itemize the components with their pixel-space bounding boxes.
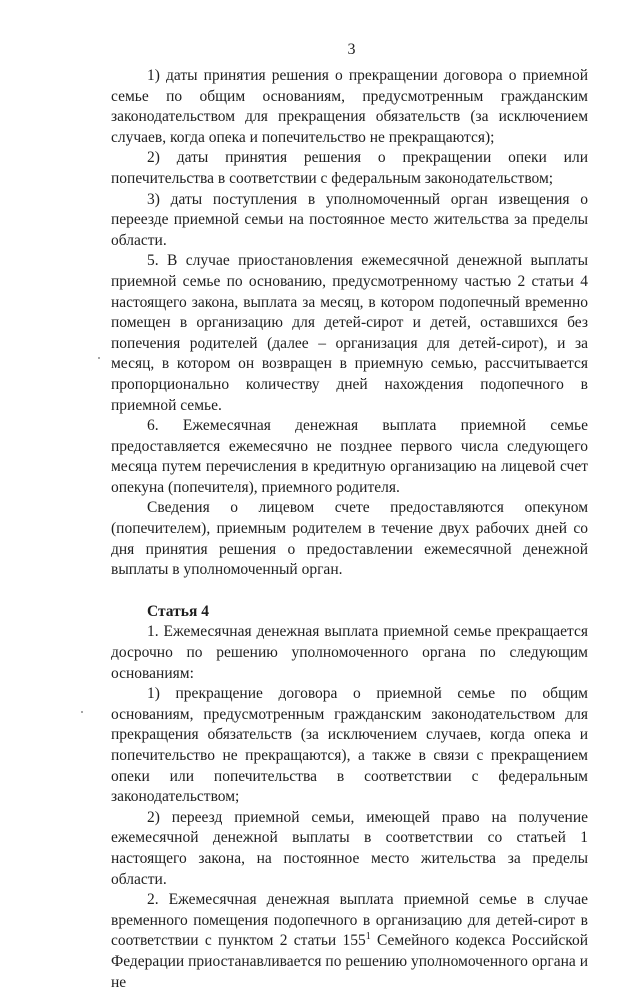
- paragraph-suspension: [111, 890, 588, 993]
- article-superscript: 1: [365, 931, 371, 943]
- paragraph-relocation-notice-date: 3) даты поступления в уполномоченный орган извещения о переезде приемной семьи на постоянное место жительства за пределы области.: [111, 190, 588, 249]
- paragraph-ground-contract-termination: 1) прекращение договора о приемной семье по общим основаниям, предусмотренным гражданским законодательством для прекращения обязательств (за исключением случаев, когда опека и попечительство не прекращаются), а также в связи с прекращением опеки или попечительства в соответствии с федеральным законодательством;: [111, 685, 588, 806]
- paragraph-suspension-calculation: 5. В случае приостановления ежемесячной денежной выплаты приемной семье по основанию, предусмотренному частью 2 статьи 4 настоящего закона, выплата за месяц, в котором подопечный временно помещен в организацию для детей-сирот и детей, оставшихся без попечения родителей (далее – организация для детей-сирот), и за месяц, в котором он возвращен в приемную семью, рассчитывается пропорционально количеству дней нахождения подопечного в приемной семье.: [111, 252, 588, 414]
- paragraph-termination-date-guardianship: 2) даты принятия решения о прекращении опеки или попечительства в соответствии с федеральным законодательством;: [111, 149, 588, 187]
- paragraph-account-details: Сведения о лицевом счете предоставляются опекуном (попечителем), приемным родителем в течение двух рабочих дней со дня принятия решения о предоставлении ежемесячной денежной выплаты в уполномоченный орган.: [111, 499, 588, 579]
- suspension-text-end: Семейного кодекса Российской Федерации приостанавливается по решению уполномоченного органа и не: [111, 932, 588, 991]
- page-number: 3: [347, 41, 356, 58]
- article-heading: Статья 4: [147, 602, 209, 620]
- paragraph-ground-relocation: 2) переезд приемной семьи, имеющей право на получение ежемесячной денежной выплаты в соответствии со статьей 1 настоящего закона, на постоянное место жительства за пределы области.: [111, 808, 588, 888]
- paragraph-payment-schedule: 6. Ежемесячная денежная выплата приемной семье предоставляется ежемесячно не позднее первого числа следующего месяца путем перечисления в кредитную организацию на лицевой счет опекуна (попечителя), приемного родителя.: [111, 417, 588, 496]
- section-gap: [111, 581, 588, 602]
- paragraph-early-termination: 1. Ежемесячная денежная выплата приемной семье прекращается досрочно по решению уполномоченного органа по следующим основаниям:: [111, 623, 588, 682]
- paragraph-termination-date-contract: 1) даты принятия решения о прекращении договора о приемной семье по общим основаниям, предусмотренным гражданским законодательством для прекращения обязательств (за исключением случаев, когда опека и попечительство не прекращаются);: [111, 67, 588, 146]
- suspension-text-start: 2. Ежемесячная денежная выплата приемной семье в случае временного помещения подопечного в организацию для детей-сирот в соответствии с пунктом 2 статьи 155: [111, 891, 588, 950]
